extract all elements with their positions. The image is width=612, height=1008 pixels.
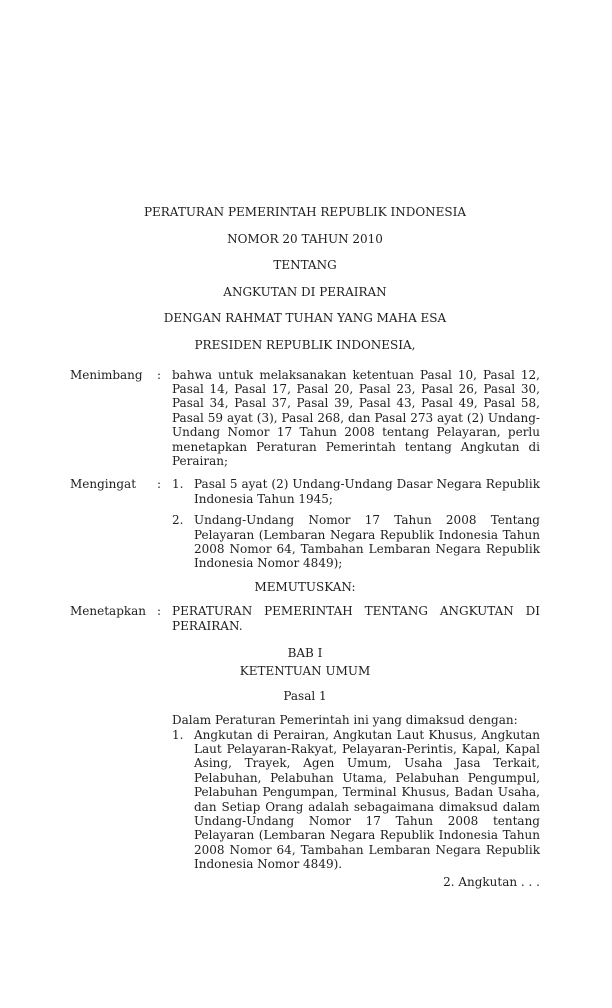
title-block xyxy=(70,205,540,352)
menimbang-text: bahwa untuk melaksanakan ketentuan Pasal 10, Pasal 12, Pasal 14, Pasal 17, Pasal 20, Pasal 23, Pasal 26, Pasal 30, Pasal 34, Pasal 37, Pasal 39, Pasal 43, Pasal 49, Pasal 58, Pasal 59 ayat (3), Pasal 268, dan Pasal 273 ayat (2) Undang-Undang Nomor 17 Tahun 2008 tentang Pelayaran, perlu menetapkan Peraturan Pemerintah tentang Angkutan di Perairan; xyxy=(172,367,540,468)
menetapkan-section xyxy=(70,604,540,633)
pasal-intro: Dalam Peraturan Pemerintah ini yang dimaksud dengan: xyxy=(172,713,518,728)
regulation-subject: ANGKUTAN DI PERAIRAN xyxy=(223,284,387,299)
item-number: 1. xyxy=(172,727,184,742)
regulation-number: NOMOR 20 TAHUN 2010 xyxy=(227,231,383,246)
menimbang-label: Menimbang xyxy=(70,367,143,382)
menetapkan-label: Menetapkan xyxy=(70,604,147,619)
bab-number-heading: BAB I xyxy=(287,646,323,660)
tentang-label: TENTANG xyxy=(273,258,337,272)
item-text: Angkutan di Perairan, Angkutan Laut Khusus, Angkutan Laut Pelayaran-Rakyat, Pelayaran-Perintis, Kapal, Kapal Asing, Trayek, Agen Umum, Usaha Jasa Terkait, Pelabuhan, Pelabuhan Utama, Pelabuhan Pengumpul, Pelabuhan Pengumpan, Terminal Khusus, Badan Usaha, dan Setiap Orang adalah sebagaimana dimaksud dalam Undang-Undang Nomor 17 Tahun 2008 tentang Pelayaran (Lembaran Negara Republik Indonesia Tahun 2008 Nomor 64, Tambahan Lembaran Negara Republik Indonesia Nomor 4849). xyxy=(194,727,540,872)
regulation-title: PERATURAN PEMERINTAH REPUBLIK INDONESIA xyxy=(143,205,467,219)
page-catchword: 2. Angkutan . . . xyxy=(443,874,540,889)
issuing-authority-line: PRESIDEN REPUBLIK INDONESIA, xyxy=(194,337,416,352)
bab-title-heading: KETENTUAN UMUM xyxy=(239,664,371,679)
mengingat-label: Mengingat xyxy=(70,477,137,492)
mengingat-item-2 xyxy=(172,513,540,571)
menetapkan-colon: : xyxy=(157,604,162,619)
menimbang-section xyxy=(70,368,540,469)
item-text: Undang-Undang Nomor 17 Tahun 2008 Tentang Pelayaran (Lembaran Negara Republik Indonesia Tahun 2008 Nomor 64, Tambahan Lembaran Negara Republik Indonesia Nomor 4849); xyxy=(194,513,540,571)
grace-invocation-line: DENGAN RAHMAT TUHAN YANG MAHA ESA xyxy=(163,311,447,325)
pasal-body xyxy=(172,713,540,871)
memutuskan-heading: MEMUTUSKAN: xyxy=(254,579,356,594)
menetapkan-text: PERATURAN PEMERINTAH TENTANG ANGKUTAN DI PERAIRAN. xyxy=(172,604,540,633)
menimbang-colon: : xyxy=(157,367,162,382)
item-number: 1. xyxy=(172,477,184,492)
pasal-heading: Pasal 1 xyxy=(283,688,327,703)
mengingat-item-1 xyxy=(172,477,540,506)
item-number: 2. xyxy=(172,513,184,528)
mengingat-list xyxy=(172,477,540,570)
item-text: Pasal 5 ayat (2) Undang-Undang Dasar Negara Republik Indonesia Tahun 1945; xyxy=(194,477,540,506)
pasal-item-1 xyxy=(172,728,540,872)
mengingat-colon: : xyxy=(157,477,162,492)
mengingat-section xyxy=(70,477,540,570)
